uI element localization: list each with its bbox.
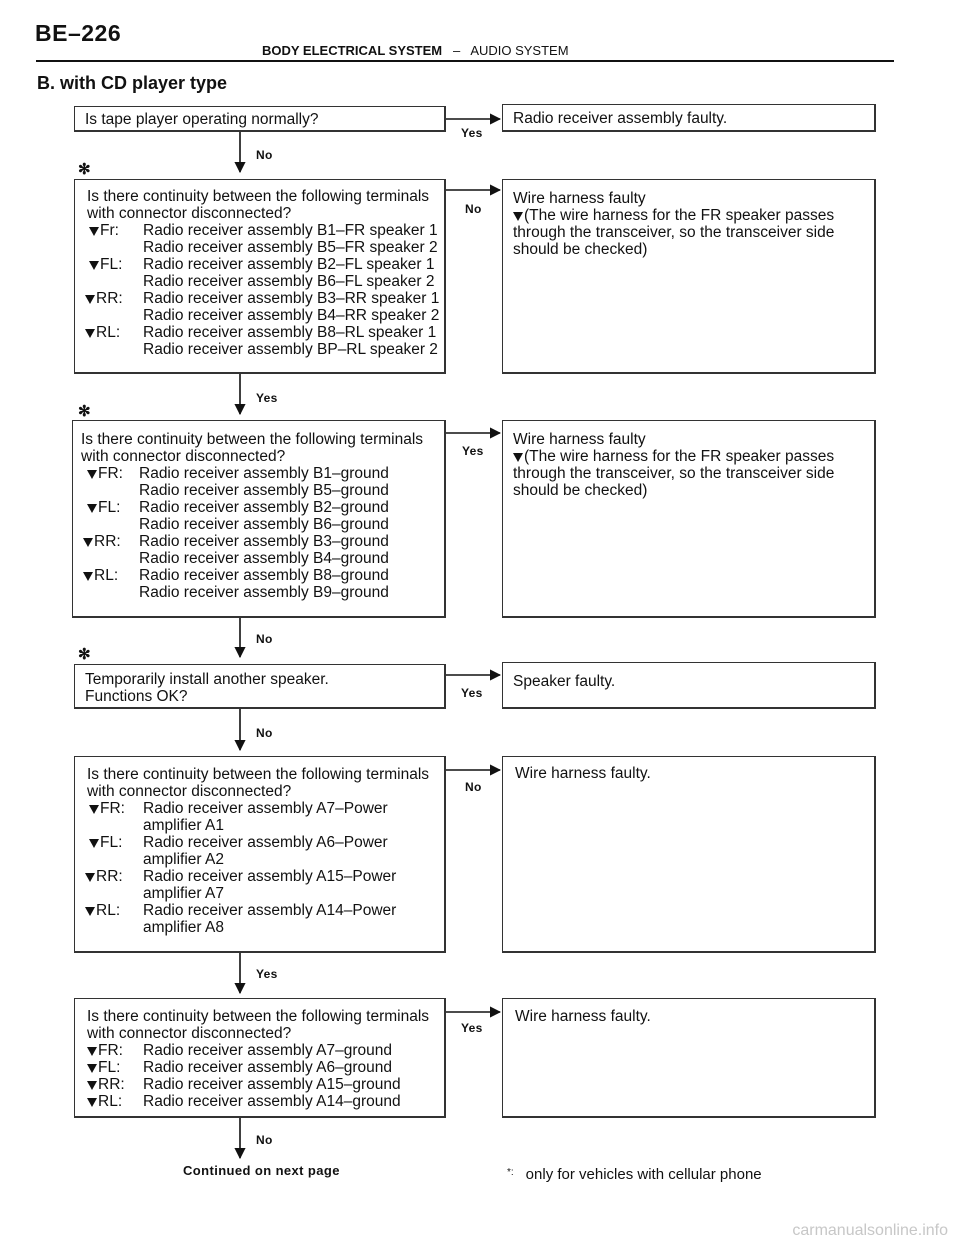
terminal-row: RL:	[85, 902, 120, 919]
terminal-value: Radio receiver assembly B4–ground	[139, 550, 389, 567]
result-box-2	[502, 179, 876, 374]
result-box-6	[502, 998, 876, 1118]
terminal-row: FR:	[87, 1042, 123, 1059]
label-no-5: No	[465, 780, 482, 794]
triangle-bullet-icon	[87, 1081, 97, 1090]
terminal-value: Radio receiver assembly B6–ground	[139, 516, 389, 533]
triangle-bullet-icon	[87, 504, 97, 513]
terminal-value: amplifier A8	[143, 919, 224, 936]
terminal-value: Radio receiver assembly A14–Power	[143, 902, 397, 919]
watermark: carmanualsonline.info	[792, 1222, 948, 1239]
triangle-bullet-icon	[513, 453, 523, 462]
star-marker: ✻	[78, 161, 91, 178]
triangle-bullet-icon	[87, 1064, 97, 1073]
result-line: through the transceiver, so the transceiver side	[513, 465, 835, 482]
label-yes-6: Yes	[461, 1021, 483, 1035]
star-marker: ✻	[78, 646, 91, 663]
terminal-row: RL:	[85, 324, 120, 341]
terminal-value: Radio receiver assembly B2–FL speaker 1	[143, 256, 435, 273]
intro-line: with connector disconnected?	[81, 448, 286, 465]
terminal-row: FR:	[89, 800, 125, 817]
terminal-row: RL:	[87, 1093, 122, 1110]
result-text: Speaker faulty.	[513, 673, 616, 690]
terminal-row: RR:	[83, 533, 121, 550]
intro-line: with connector disconnected?	[87, 783, 292, 800]
question-text: Is tape player operating normally?	[85, 111, 319, 128]
result-line: Wire harness faulty	[513, 190, 646, 207]
triangle-bullet-icon	[513, 212, 523, 221]
terminal-value: Radio receiver assembly A7–ground	[143, 1042, 392, 1059]
triangle-bullet-icon	[87, 470, 97, 479]
result-line: (The wire harness for the FR speaker passes	[513, 448, 834, 465]
label-no-3: No	[256, 632, 273, 646]
terminal-row: FR:	[87, 465, 123, 482]
label-yes-3: Yes	[462, 444, 484, 458]
terminal-value: Radio receiver assembly A6–ground	[143, 1059, 392, 1076]
result-box-5	[502, 756, 876, 953]
terminal-value: Radio receiver assembly B1–FR speaker 1	[143, 222, 438, 239]
intro-line: Is there continuity between the following terminals	[87, 188, 430, 205]
terminal-value: amplifier A1	[143, 817, 224, 834]
label-no-4: No	[256, 726, 273, 740]
result-line: through the transceiver, so the transceiver side	[513, 224, 835, 241]
label-yes-2: Yes	[256, 391, 278, 405]
result-line: Wire harness faulty	[513, 431, 646, 448]
question-box-5	[74, 756, 446, 953]
terminal-row: FL:	[87, 499, 120, 516]
label-no-6: No	[256, 1133, 273, 1147]
terminal-value: Radio receiver assembly B5–ground	[139, 482, 389, 499]
intro-line: Is there continuity between the following terminals	[87, 766, 430, 783]
triangle-bullet-icon	[85, 873, 95, 882]
terminal-row: RR:	[85, 868, 123, 885]
question-box-4	[74, 664, 446, 709]
label-no-1: No	[256, 148, 273, 162]
triangle-bullet-icon	[89, 227, 99, 236]
terminal-value: Radio receiver assembly B5–FR speaker 2	[143, 239, 438, 256]
triangle-bullet-icon	[87, 1098, 97, 1107]
footnote-text: only for vehicles with cellular phone	[525, 1166, 762, 1183]
terminal-value: Radio receiver assembly B6–FL speaker 2	[143, 273, 435, 290]
star-marker: ✻	[78, 403, 91, 420]
triangle-bullet-icon	[89, 805, 99, 814]
terminal-row: FL:	[89, 256, 122, 273]
result-line: should be checked)	[513, 241, 648, 258]
terminal-value: Radio receiver assembly BP–RL speaker 2	[143, 341, 438, 358]
terminal-row: Fr:	[89, 222, 119, 239]
result-box-4	[502, 662, 876, 709]
terminal-row: FL:	[89, 834, 122, 851]
terminal-value: amplifier A7	[143, 885, 224, 902]
header-separator: –	[452, 43, 461, 58]
terminal-row: RR:	[87, 1076, 125, 1093]
label-no-2: No	[465, 202, 482, 216]
terminal-value: Radio receiver assembly A7–Power	[143, 800, 388, 817]
terminal-row: FL:	[87, 1059, 120, 1076]
label-yes-1: Yes	[461, 126, 483, 140]
footnote	[507, 1166, 762, 1183]
terminal-value: Radio receiver assembly B3–RR speaker 1	[143, 290, 440, 307]
terminal-value: Radio receiver assembly B3–ground	[139, 533, 389, 550]
triangle-bullet-icon	[85, 907, 95, 916]
label-yes-5: Yes	[256, 967, 278, 981]
section-title: B. with CD player type	[37, 73, 228, 93]
question-box-6	[74, 998, 446, 1118]
terminal-row: RL:	[83, 567, 118, 584]
result-line: (The wire harness for the FR speaker passes	[513, 207, 834, 224]
question-box-3	[72, 420, 446, 618]
result-text: Wire harness faulty.	[515, 765, 651, 782]
terminal-value: Radio receiver assembly B4–RR speaker 2	[143, 307, 440, 324]
triangle-bullet-icon	[85, 329, 95, 338]
question-box-1	[74, 106, 446, 132]
triangle-bullet-icon	[83, 572, 93, 581]
result-box-3	[502, 420, 876, 618]
question-line: Temporarily install another speaker.	[85, 671, 329, 688]
footnote-marker: *:	[507, 1167, 514, 1178]
triangle-bullet-icon	[89, 261, 99, 270]
terminal-value: Radio receiver assembly B1–ground	[139, 465, 389, 482]
terminal-row: RR:	[85, 290, 123, 307]
triangle-bullet-icon	[83, 538, 93, 547]
triangle-bullet-icon	[87, 1047, 97, 1056]
terminal-value: Radio receiver assembly A6–Power	[143, 834, 388, 851]
question-box-2	[74, 179, 446, 374]
intro-line: with connector disconnected?	[87, 1025, 292, 1042]
terminal-value: Radio receiver assembly A14–ground	[143, 1093, 401, 1110]
terminal-value: Radio receiver assembly B2–ground	[139, 499, 389, 516]
terminal-value: Radio receiver assembly B9–ground	[139, 584, 389, 601]
intro-line: with connector disconnected?	[87, 205, 292, 222]
intro-line: Is there continuity between the following terminals	[87, 1008, 430, 1025]
result-box-1	[502, 104, 876, 132]
result-line: should be checked)	[513, 482, 648, 499]
terminal-value: amplifier A2	[143, 851, 224, 868]
result-text: Wire harness faulty.	[515, 1008, 651, 1025]
triangle-bullet-icon	[89, 839, 99, 848]
question-line: Functions OK?	[85, 688, 188, 705]
terminal-value: Radio receiver assembly A15–Power	[143, 868, 397, 885]
page-number: BE–226	[35, 20, 122, 46]
continued-label: Continued on next page	[183, 1163, 340, 1178]
terminal-value: Radio receiver assembly B8–RL speaker 1	[143, 324, 437, 341]
result-text: Radio receiver assembly faulty.	[513, 110, 728, 127]
terminal-value: Radio receiver assembly A15–ground	[143, 1076, 401, 1093]
intro-line: Is there continuity between the following terminals	[81, 431, 424, 448]
triangle-bullet-icon	[85, 295, 95, 304]
header-subsection: AUDIO SYSTEM	[470, 43, 569, 58]
terminal-value: Radio receiver assembly B8–ground	[139, 567, 389, 584]
header-section: BODY ELECTRICAL SYSTEM	[262, 43, 443, 58]
label-yes-4: Yes	[461, 686, 483, 700]
